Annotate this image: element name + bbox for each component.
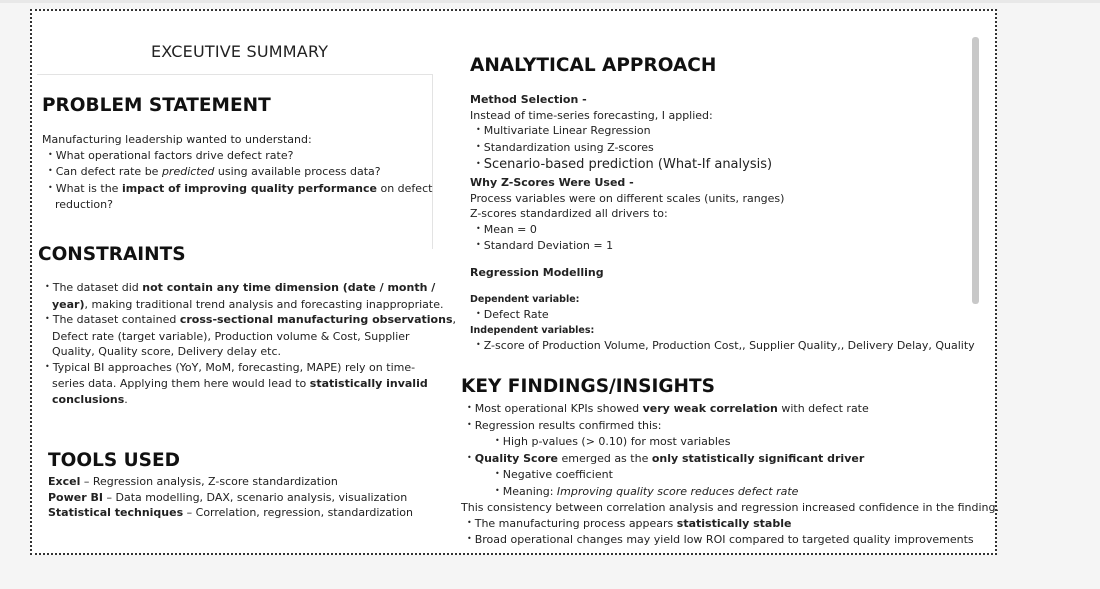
method-intro: Instead of time-series forecasting, I applied: [470,108,713,122]
finding-5: • Broad operational changes may yield low ROI compared to targeted quality improvements [467,533,974,546]
why-zscores-1: Process variables were on different scales (units, ranges) [470,191,785,205]
finding-3-sub-1: • Negative coefficient [495,468,613,481]
dependent-variable-title: Dependent variable: [470,294,580,305]
problem-statement-heading: PROBLEM STATEMENT [42,95,271,116]
tool-statistical: Statistical techniques – Correlation, regression, standardization [48,506,414,519]
finding-4: • The manufacturing process appears statistically stable [467,516,792,530]
consistency-statement: This consistency between correlation analysis and regression increased confidence in the finding. [461,501,999,514]
tools-heading: TOOLS USED [48,450,180,471]
zscore-sd: • Standard Deviation = 1 [476,239,614,252]
why-zscores-2: Z-scores standardized all drivers to: [470,207,668,220]
constraints-list [45,280,456,407]
constraint-3: • Typical BI approaches (YoY, MoM, forecasting, MAPE) rely on time- [45,360,416,374]
method-item-3: • Scenario-based prediction (What-If analysis) [476,157,773,172]
finding-2: • Regression results confirmed this: [467,418,662,432]
regression-modelling-title: Regression Modelling [470,266,604,279]
tool-excel: Excel – Regression analysis, Z-score standardization [48,475,338,488]
method-selection-title: Method Selection - [470,93,587,106]
constraint-2: • The dataset contained cross-sectional manufacturing observations, [45,313,456,326]
problem-question-3-cont: reduction? [55,198,113,211]
independent-variables-title: Independent variables: [470,324,595,336]
constraint-3-cont-1: series data. Applying them here would lead to statistically invalid [52,377,428,390]
constraint-3-cont-2: conclusions. [52,392,128,406]
constraint-2-cont-1: Defect rate (target variable), Production volume & Cost, Supplier [52,329,410,343]
problem-question-1: • What operational factors drive defect rate? [48,148,294,162]
independent-variables-item: • Z-score of Production Volume, Production Cost,, Supplier Quality,, Delivery Delay, Quality [476,338,975,352]
problem-intro: Manufacturing leadership wanted to understand: [42,133,312,146]
regression-variables [470,293,975,354]
analytical-approach-heading: ANALYTICAL APPROACH [470,55,717,76]
key-findings-heading: KEY FINDINGS/INSIGHTS [461,376,715,397]
problem-question-3: • What is the impact of improving quality performance on defect [48,181,433,195]
problem-question-2: • Can defect rate be predicted using available process data? [48,165,381,178]
constraints-heading: CONSTRAINTS [38,244,186,265]
constraint-2-cont-2: Quality, Quality score, Delivery delay etc. [52,345,281,358]
tools-list [48,474,413,521]
problem-statement-text [42,132,432,213]
method-item-2: • Standardization using Z-scores [476,140,654,154]
zscore-mean: • Mean = 0 [476,222,537,236]
analytical-approach-text [470,92,784,255]
constraint-1: • The dataset did not contain any time dimension (date / month / [45,281,436,294]
constraint-1-cont: year), making traditional trend analysis and forecasting inappropriate. [52,297,444,311]
key-findings-text [461,401,999,549]
finding-1: • Most operational KPIs showed very weak correlation with defect rate [467,402,869,415]
top-divider [0,0,1100,3]
scrollbar-thumb[interactable] [972,37,979,304]
executive-summary-title: EXCEUTIVE SUMMARY [151,42,329,61]
finding-2-sub: • High p-values (> 0.10) for most variables [495,435,731,448]
method-item-1: • Multivariate Linear Regression [476,124,651,137]
dependent-variable-item: • Defect Rate [476,308,549,321]
finding-3-sub-2: • Meaning: Improving quality score reduces defect rate [495,484,799,498]
tool-power-bi: Power BI – Data modelling, DAX, scenario analysis, visualization [48,490,408,504]
finding-3: • Quality Score emerged as the only statistically significant driver [467,451,865,465]
why-zscores-title: Why Z-Scores Were Used - [470,176,634,189]
